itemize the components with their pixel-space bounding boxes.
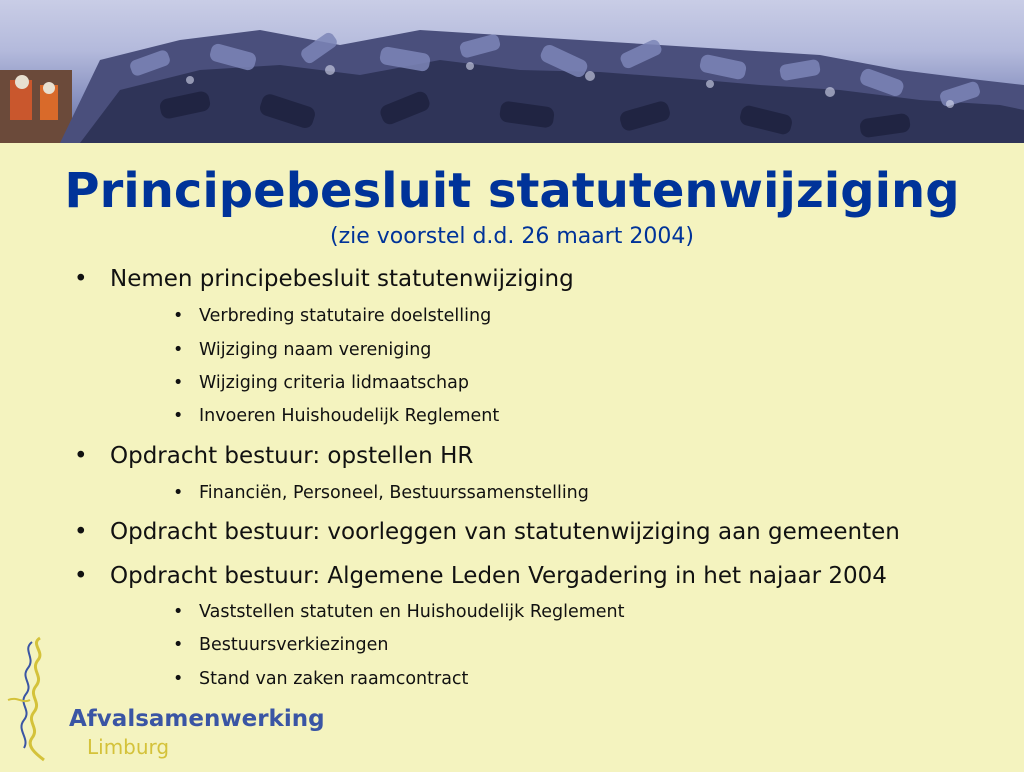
sub-bullet-text: Wijziging criteria lidmaatschap <box>199 373 469 393</box>
list-item <box>74 264 574 294</box>
bullet-icon: • <box>173 306 184 326</box>
bullet-icon: • <box>173 340 184 360</box>
bullet-icon: • <box>173 406 184 426</box>
sub-bullet-text: Financiën, Personeel, Bestuurssamenstelling <box>199 483 589 503</box>
bullet-icon: • <box>173 602 184 622</box>
list-item <box>173 338 431 362</box>
sub-bullet-text: Invoeren Huishoudelijk Reglement <box>199 406 500 426</box>
list-item <box>173 304 491 328</box>
bullet-icon: • <box>173 635 184 655</box>
logo-name: Afvalsamenwerking <box>69 706 325 732</box>
sub-bullet-text: Verbreding statutaire doelstelling <box>199 306 492 326</box>
bullet-icon: • <box>74 443 88 469</box>
bullet-icon: • <box>74 519 88 545</box>
list-item <box>74 441 473 471</box>
list-item <box>74 517 900 547</box>
list-item <box>173 371 469 395</box>
bullet-icon: • <box>173 483 184 503</box>
bullet-icon: • <box>74 266 88 292</box>
sub-bullet-text: Bestuursverkiezingen <box>199 635 389 655</box>
page-subtitle: (zie voorstel d.d. 26 maart 2004) <box>329 224 694 249</box>
sub-bullet-text: Stand van zaken raamcontract <box>199 669 469 689</box>
bullet-icon: • <box>173 669 184 689</box>
logo-region: Limburg <box>87 735 170 759</box>
bullet-icon: • <box>74 563 88 589</box>
sub-bullet-text: Vaststellen statuten en Huishoudelijk Reglement <box>199 602 625 622</box>
sub-bullet-text: Wijziging naam vereniging <box>199 340 432 360</box>
bullet-text: Opdracht bestuur: voorleggen van statutenwijziging aan gemeenten <box>110 519 900 545</box>
list-item <box>74 561 887 591</box>
list-item <box>173 481 589 505</box>
page-title: Principebesluit statutenwijziging <box>64 163 960 219</box>
bullet-icon: • <box>173 373 184 393</box>
bullet-text: Opdracht bestuur: opstellen HR <box>110 443 474 469</box>
bullet-text: Opdracht bestuur: Algemene Leden Vergadering in het najaar 2004 <box>110 563 887 589</box>
list-item <box>173 600 625 624</box>
bullet-text: Nemen principebesluit statutenwijziging <box>110 266 574 292</box>
list-item <box>173 404 499 428</box>
